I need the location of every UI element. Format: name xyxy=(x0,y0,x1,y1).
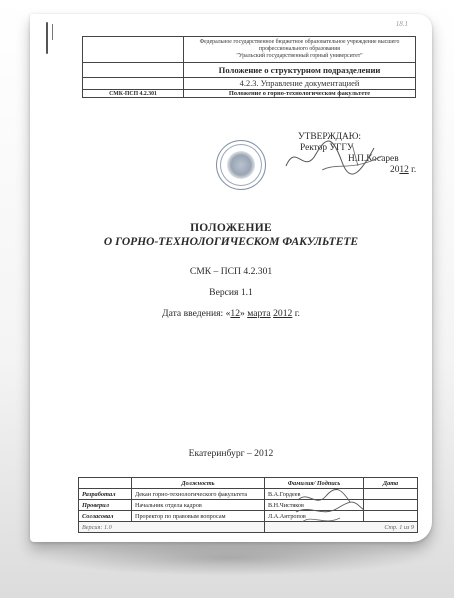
row-role: Проверил xyxy=(79,500,132,511)
city-year: Екатеринбург – 2012 xyxy=(188,448,274,459)
binder-mark-small xyxy=(52,24,53,40)
year-prefix: 20 xyxy=(390,165,400,175)
rector-signature xyxy=(282,136,402,180)
document-smk-code: СМК – ПСП 4.2.301 xyxy=(189,266,273,277)
date-year: 2012 xyxy=(273,308,293,319)
introduction-date xyxy=(30,308,432,319)
document-subject: О ГОРНО-ТЕХНОЛОГИЧЕСКОМ ФАКУЛЬТЕТЕ xyxy=(103,236,359,248)
row-name: В.Н.Чистяков xyxy=(265,500,364,511)
version-cell: Версия: 1.0 xyxy=(79,522,265,533)
org-line-3: "Уральский государственный горный университет" xyxy=(236,53,363,59)
document-code: СМК-ПСП 4.2.301 xyxy=(83,90,184,98)
document-version: Версия 1.1 xyxy=(209,287,253,298)
footer-header-empty xyxy=(79,478,132,489)
header-empty-cell xyxy=(83,63,184,78)
org-line-1: Федеральное государственное бюджетное образовательное учреждение высшего xyxy=(199,39,400,45)
date-mid: » xyxy=(239,308,248,319)
page-count-cell: Стр. 1 из 9 xyxy=(265,522,418,533)
header-empty-cell-2 xyxy=(83,78,184,90)
footer-signatures xyxy=(292,488,382,528)
date-month: марта xyxy=(247,308,271,319)
date-end: г. xyxy=(292,308,300,319)
approval-position: Ректор УГГУ xyxy=(300,143,354,153)
row-position: Начальник отдела кадров xyxy=(132,500,265,511)
organization-name xyxy=(184,37,416,63)
row-position: Проректор по правовым вопросам xyxy=(132,511,265,522)
header-faculty: Положение о горно-технологическом факультете xyxy=(184,90,416,98)
header-title: Положение о структурном подразделении xyxy=(184,63,416,78)
binder-mark xyxy=(46,22,48,54)
document-page xyxy=(30,14,432,542)
header-section: 4.2.3. Управление документацией xyxy=(184,78,416,90)
footer-header-date: Дата xyxy=(364,478,418,489)
row-role: Согласовал xyxy=(79,511,132,522)
year-suffix: 12 xyxy=(399,165,409,175)
org-line-2: профессионального образования xyxy=(259,46,340,52)
official-seal xyxy=(216,140,266,190)
row-name: В.А.Гордеев xyxy=(265,489,364,500)
approval-title: УТВЕРЖДАЮ: xyxy=(298,132,362,142)
date-day: 12 xyxy=(230,308,240,319)
date-label: Дата введения: « xyxy=(162,308,231,319)
row-name: Л.А.Антропов xyxy=(265,511,364,522)
footer-header-name: Фамилия/ Подпись xyxy=(265,478,364,489)
page-shadow xyxy=(40,540,420,576)
row-position: Декан горно-технологического факультета xyxy=(132,489,265,500)
page-number-note: 18.1 xyxy=(395,20,408,28)
header-logo-cell xyxy=(83,37,184,63)
year-end: г. xyxy=(411,165,417,175)
document-type: ПОЛОЖЕНИЕ xyxy=(190,222,272,234)
seal-emblem xyxy=(227,151,255,179)
header-table xyxy=(82,36,416,98)
footer-header-position: Должность xyxy=(132,478,265,489)
approval-signer: Н.П.Косарев xyxy=(348,154,399,164)
row-role: Разработал xyxy=(79,489,132,500)
